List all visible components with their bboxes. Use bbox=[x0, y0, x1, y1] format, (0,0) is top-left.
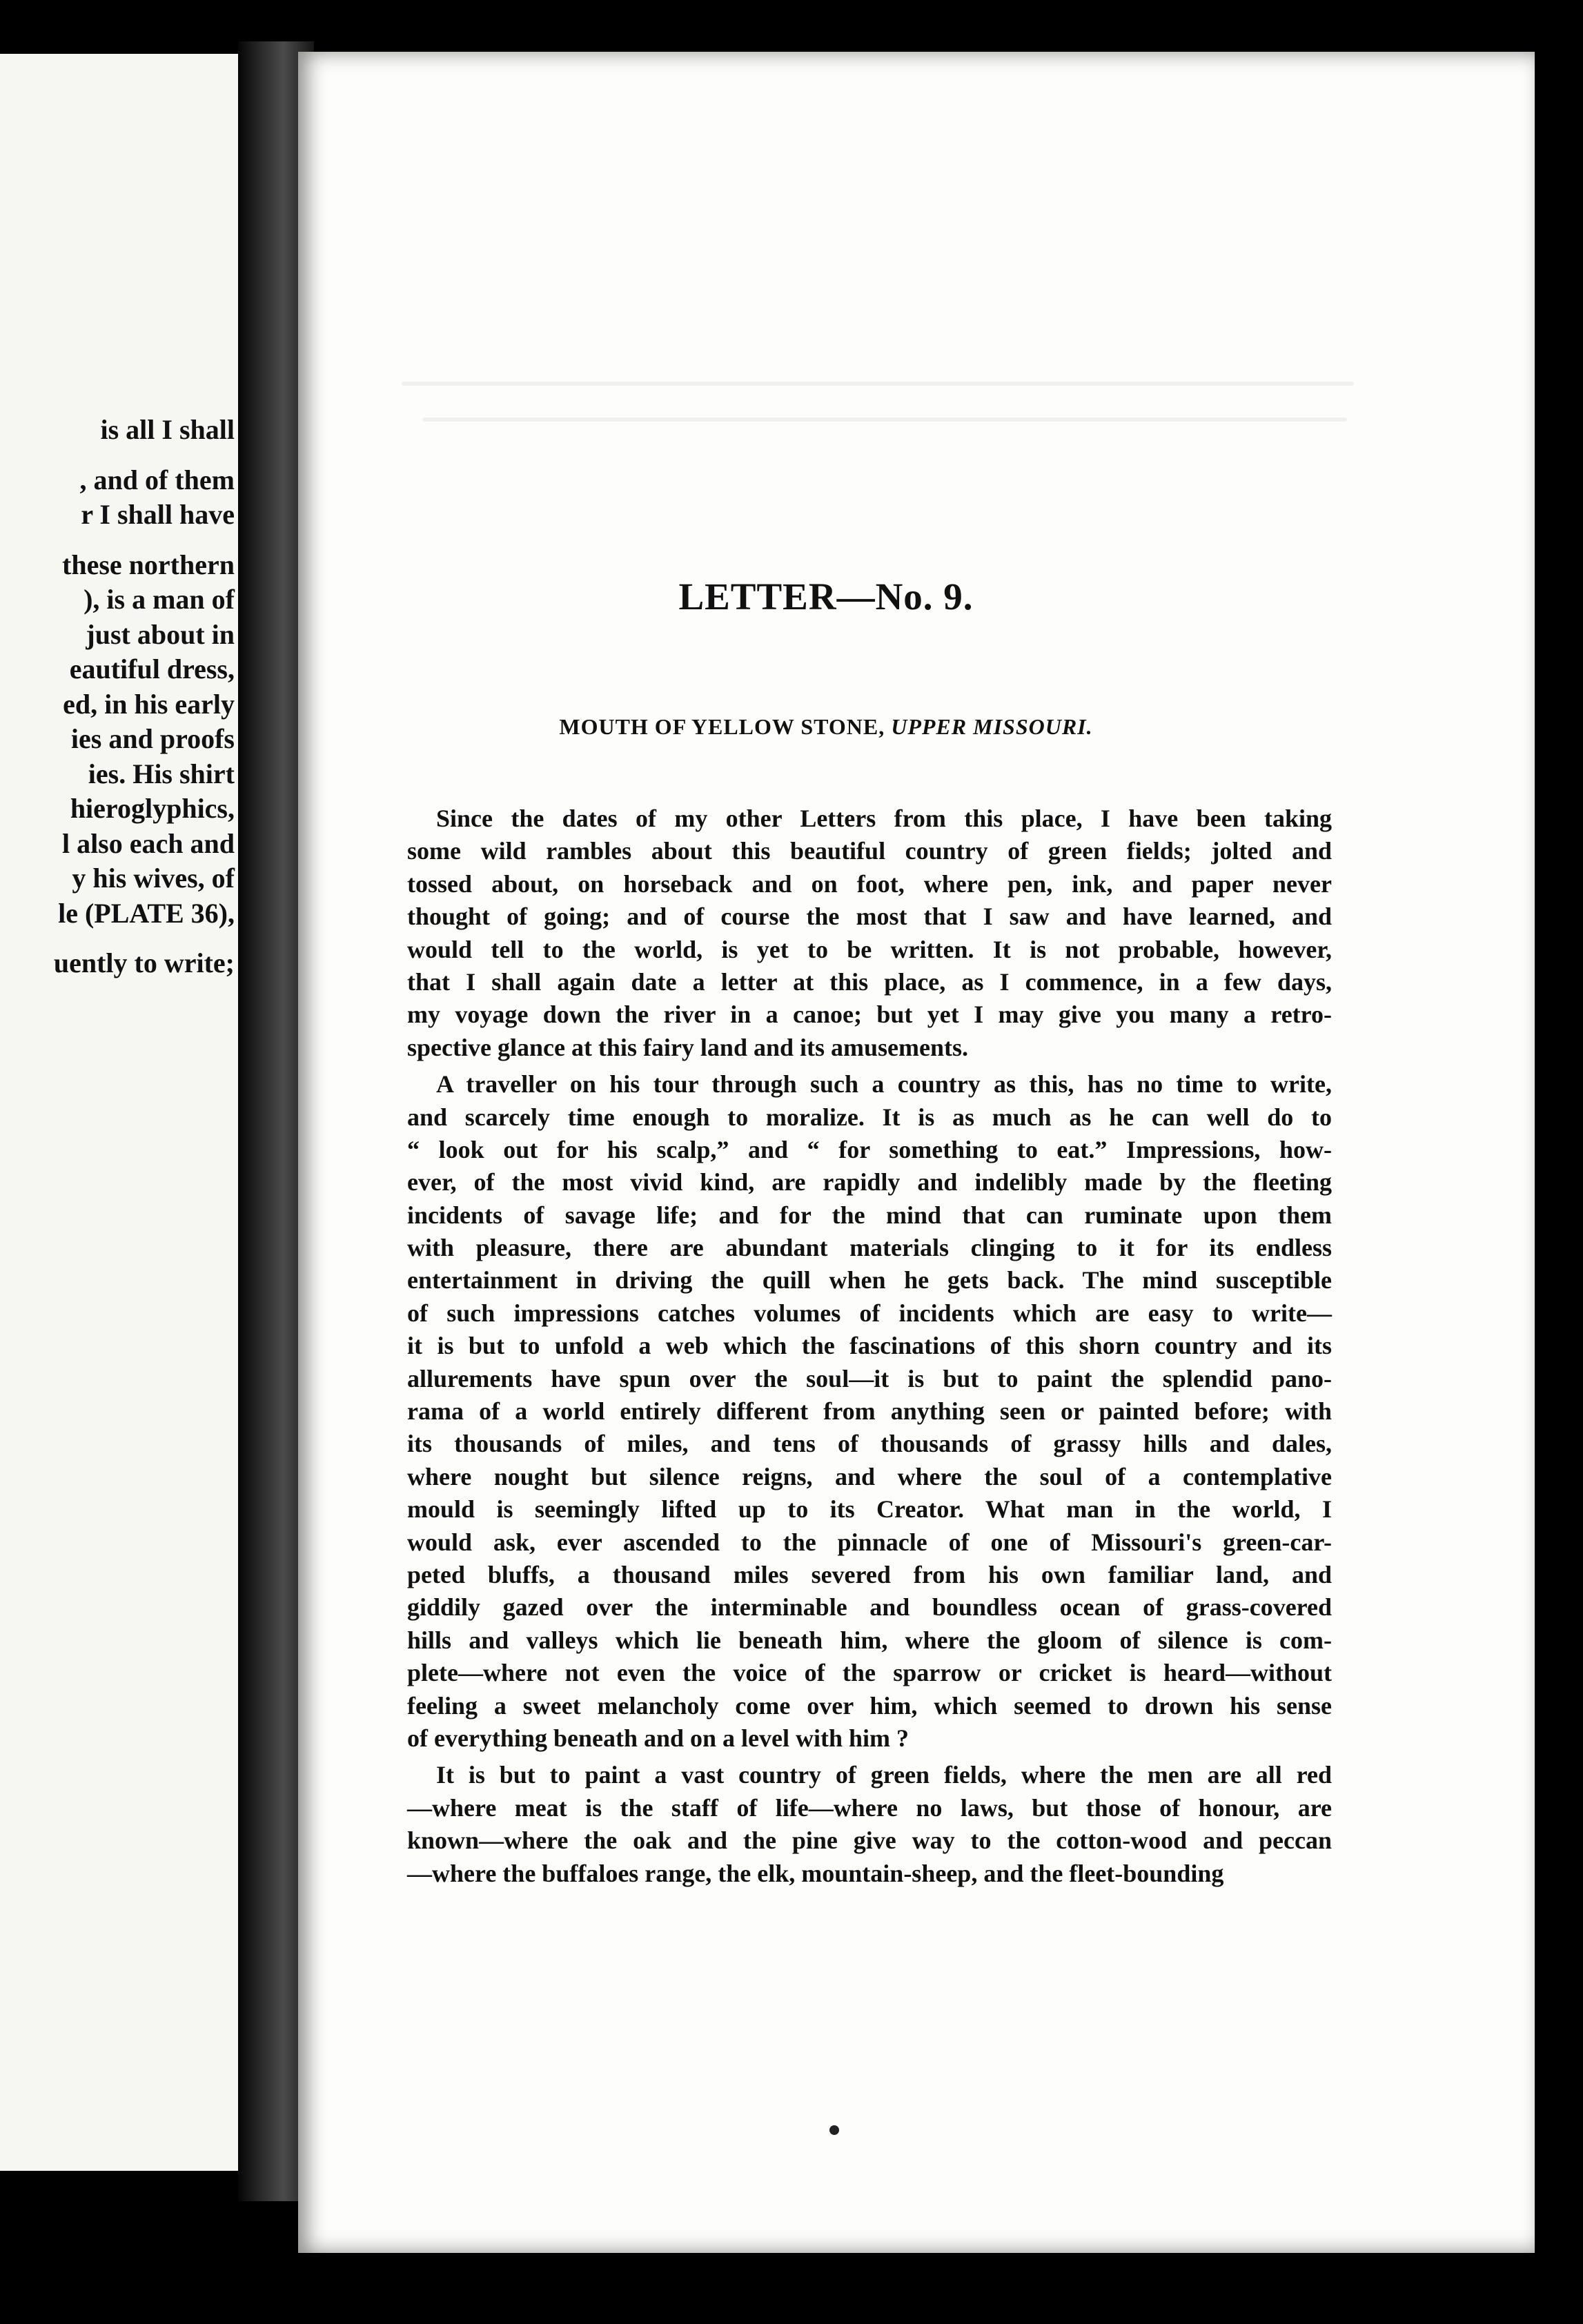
body-line: “ look out for his scalp,” and “ for something to eat.” Impressions, how- bbox=[407, 1135, 1332, 1163]
body-line: feeling a sweet melancholy come over him, which seemed to drown his sense bbox=[407, 1691, 1332, 1720]
body-line: rama of a world entirely different from anything seen or painted before; with bbox=[407, 1397, 1332, 1426]
body-line: would ask, ever ascended to the pinnacle of one of Missouri's green-car- bbox=[407, 1528, 1332, 1556]
line-gap bbox=[0, 448, 235, 463]
facing-page-line: ed, in his early bbox=[63, 688, 235, 720]
body-line: peted bluffs, a thousand miles severed from his own familiar land, and bbox=[407, 1560, 1332, 1588]
facing-page-line: r I shall have bbox=[81, 499, 235, 530]
facing-page-line: these northern bbox=[62, 549, 235, 580]
body-line: spective glance at this fairy land and its amusements. bbox=[407, 1033, 968, 1061]
facing-page-line: l also each and bbox=[61, 827, 235, 859]
facing-page-line: ), is a man of bbox=[83, 584, 235, 615]
body-line: of everything beneath and on a level with him ? bbox=[407, 1724, 910, 1752]
letter-body bbox=[407, 802, 1332, 1890]
body-line: —where meat is the staff of life—where no laws, but those of honour, are bbox=[407, 1793, 1332, 1822]
body-line: and scarcely time enough to moralize. It is as much as he can well do to bbox=[407, 1103, 1332, 1131]
body-line: it is but to unfold a web which the fascinations of this shorn country and its bbox=[407, 1332, 1332, 1360]
body-line: thought of going; and of course the most that I saw and have learned, and bbox=[407, 903, 1332, 931]
body-line: where nought but silence reigns, and where the soul of a contemplative bbox=[407, 1462, 1332, 1490]
facing-page-line: is all I shall bbox=[100, 414, 235, 445]
letter-location bbox=[298, 714, 1354, 740]
body-line: hills and valleys which lie beneath him, where the gloom of silence is com- bbox=[407, 1626, 1332, 1654]
body-line: A traveller on his tour through such a country as this, has no time to write, bbox=[436, 1070, 1332, 1099]
facing-page-line: uently to write; bbox=[53, 947, 235, 978]
body-line: my voyage down the river in a canoe; but yet I may give you many a retro- bbox=[407, 1001, 1332, 1029]
location-italic: UPPER MISSOURI. bbox=[891, 714, 1093, 739]
facing-page-line: le (PLATE 36), bbox=[58, 897, 235, 929]
bleed-through bbox=[422, 417, 1347, 422]
facing-page-text bbox=[0, 413, 235, 981]
body-line: known—where the oak and the pine give way to the cotton-wood and peccan bbox=[407, 1826, 1332, 1855]
body-line: of such impressions catches volumes of incidents which are easy to write— bbox=[407, 1299, 1332, 1327]
location-plain: MOUTH OF YELLOW STONE, bbox=[559, 714, 892, 739]
line-gap bbox=[0, 533, 235, 548]
facing-page bbox=[0, 54, 238, 2171]
body-line: It is but to paint a vast country of green fields, where the men are all red bbox=[436, 1761, 1332, 1789]
body-line: —where the buffaloes range, the elk, mountain-sheep, and the fleet-bounding bbox=[407, 1859, 1224, 1887]
body-line: tossed about, on horseback and on foot, where pen, ink, and paper never bbox=[407, 869, 1332, 898]
main-page bbox=[298, 52, 1535, 2253]
facing-page-line: , and of them bbox=[79, 464, 235, 495]
bleed-through bbox=[402, 382, 1354, 386]
body-line: its thousands of miles, and tens of thousands of grassy hills and dales, bbox=[407, 1430, 1332, 1458]
body-line: would tell to the world, is yet to be written. It is not probable, however, bbox=[407, 935, 1332, 963]
body-line: allurements have spun over the soul—it is but to paint the splendid pano- bbox=[407, 1364, 1332, 1392]
body-line: mould is seemingly lifted up to its Creator. What man in the world, I bbox=[407, 1495, 1332, 1524]
body-line: Since the dates of my other Letters from this place, I have been taking bbox=[436, 805, 1332, 832]
ink-dot bbox=[829, 2125, 839, 2135]
facing-page-line: eautiful dress, bbox=[69, 653, 235, 685]
body-line: incidents of savage life; and for the mind that can ruminate upon them bbox=[407, 1201, 1332, 1229]
facing-page-line: ies and proofs bbox=[70, 723, 235, 754]
facing-page-line: just about in bbox=[86, 618, 235, 650]
body-line: that I shall again date a letter at this place, as I commence, in a few days, bbox=[407, 967, 1332, 996]
body-line: giddily gazed over the interminable and boundless ocean of grass-covered bbox=[407, 1593, 1332, 1622]
body-line: with pleasure, there are abundant materials clinging to it for its endless bbox=[407, 1234, 1332, 1262]
facing-page-line: ies. His shirt bbox=[88, 758, 235, 789]
body-line: entertainment in driving the quill when he gets back. The mind susceptible bbox=[407, 1266, 1332, 1294]
facing-page-line: y his wives, of bbox=[72, 863, 235, 894]
facing-page-line: hieroglyphics, bbox=[70, 793, 235, 824]
body-line: plete—where not even the voice of the sparrow or cricket is heard—without bbox=[407, 1659, 1332, 1687]
body-line: ever, of the most vivid kind, are rapidly and indelibly made by the fleeting bbox=[407, 1168, 1332, 1197]
line-gap bbox=[0, 931, 235, 946]
body-line: some wild rambles about this beautiful country of green fields; jolted and bbox=[407, 837, 1332, 865]
letter-title: LETTER—No. 9. bbox=[678, 575, 974, 618]
